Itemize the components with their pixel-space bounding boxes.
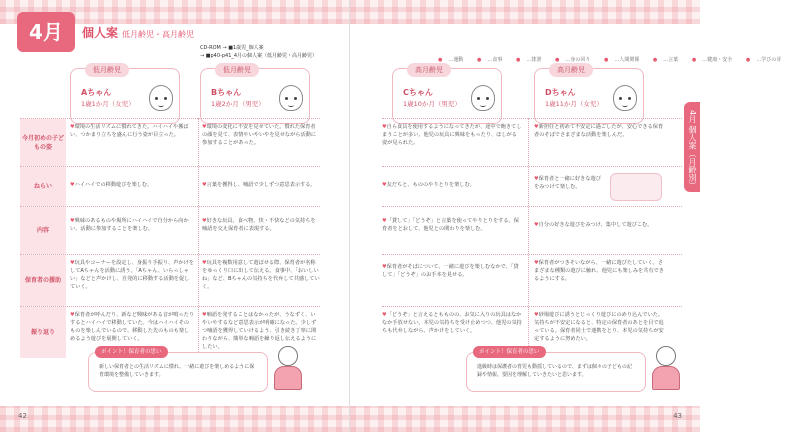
child-group-badge: 高月齢児 (407, 63, 451, 77)
left-page (0, 0, 350, 432)
cell-d: ♥新担任と初めて不安定に過ごしたが、安心できる保育者のそばでさまざまな活動を楽しんだ。 (534, 124, 664, 138)
row-label: 振り返り (20, 307, 66, 358)
child-name: Dちゃん (545, 88, 576, 97)
caregiver-illustration (650, 346, 682, 392)
point-text: 進級時は保護者の育児も動揺しているので、まずは個々の子どもの記録や情報、要因を理解していきたいと思います。 (477, 364, 632, 378)
cell-c: ♥「貸して」「どうぞ」と言葉を使ってやりとりをする。保育者をとおして、他児との関わりを楽しむ。 (382, 218, 519, 232)
cell-d: ♥自分の好きな遊びをみつけ、集中して遊びこむ。 (534, 222, 653, 228)
side-index-tab: 4月 個人案（月齢別） (684, 102, 700, 192)
cell-a: ♥環境の生活リズムに慣れてきた。ハイハイや搬ばい、つかまり立ちを盛んに行う姿が目立った。 (70, 124, 189, 138)
plaid-border-top (350, 0, 700, 24)
cell-c: ♥友だちと、もののやりとりを楽しむ。 (382, 182, 475, 188)
child-card-c (392, 68, 502, 124)
category-legend (438, 56, 793, 63)
page-number: 42 (18, 412, 27, 420)
child-card-b (200, 68, 310, 124)
legend-item: ● …食事 (476, 57, 503, 63)
point-heading: ポイント！保育者の思い (95, 346, 168, 358)
child-card-d (534, 68, 644, 124)
child-face-icon (613, 85, 637, 111)
cell-c: ♥自ら食具を使用するようになってきたが、途中で飽きてしまうことが多い。他児の玩具に興味をもったり、ほしがる姿が見られた。 (382, 124, 522, 146)
cell-b: ♥喃語を発することはなかったが、うなずく、いやいやするなど意思表示が明確になった。少しずつ喃語を獲得していけるよう、引き続き丁寧に関わりながら、簡単な喃語を繰り返し伝えるようにしたい。 (202, 312, 317, 350)
legend-item: ● …身の回り (554, 57, 591, 63)
cell-c: ♥保育者がそばについて、一緒に遊びを楽しむなかで、「貸して」「どうぞ」のお手本を見せる。 (382, 264, 519, 278)
legend-item: ● …言葉 (652, 57, 679, 63)
child-face-icon (471, 85, 495, 111)
row-label: 今月初めの子どもの姿 (20, 119, 66, 166)
child-face-icon (279, 85, 303, 111)
play-illustration (610, 173, 662, 201)
month-badge: 4月 (17, 12, 75, 52)
cell-c: ♥「どうぞ」と言えるともものの、お気に入りの玩具はなかなか手放せない。本児の気持ちを受け止めつつ、他児の気持ちも代弁しながら、声かけをしていく。 (382, 312, 522, 334)
cell-a: ♥興味のあるものや場所にハイハイで自分から向かい、活動に参加することを楽しむ。 (70, 218, 189, 232)
caregiver-illustration (272, 346, 304, 392)
table-row (382, 166, 682, 206)
cell-a: ♥ハイハイでの移動遊びを楽しむ。 (70, 182, 153, 188)
plan-table-left (20, 118, 320, 358)
table-row (20, 206, 320, 254)
child-age: 1歳2か月（男児） (211, 100, 265, 108)
child-group-badge: 高月齢児 (549, 63, 593, 77)
row-label: ねらい (20, 167, 66, 206)
child-face-icon (149, 85, 173, 111)
page-number: 43 (673, 412, 682, 420)
legend-item: ● …人間関係 (603, 57, 640, 63)
table-row (382, 118, 682, 166)
cell-d: ♥保育者と一緒に好きな遊びをみつけて楽しむ。 (534, 176, 601, 190)
cell-a: ♥保育者が呼んだり、新など興味がある音が鳴ったりするとハイハイで移動していた。今はハイハイそのものを楽しんでいるので、移動した先のものも楽しめるよう遊びを展開していく。 (70, 312, 194, 342)
child-group-badge: 低月齢児 (215, 63, 259, 77)
title-text: 個人案 (82, 26, 119, 40)
cell-a: ♥玩具やコーナーを設定し、身振り手振り、声かけをしてAちゃんを活動に誘う。「Aちゃん、いらっしゃい」などと声かけし、自発的に移動する活動を促していく。 (70, 260, 194, 290)
right-page (350, 0, 782, 432)
title-subtitle: 低月齢児・高月齢児 (122, 30, 195, 39)
cell-b: ♥好きな玩具、食べ物、快・不快などの気持ちを喃語を交え保育者に表現する。 (202, 218, 316, 232)
point-box (466, 349, 646, 392)
cell-b: ♥玩具を複数用意して遊ばせる際、保育者が名称をゆっくり口に出して伝える。食事中、「おいしいね」など、Bちゃんの気持ちを代弁して共感していく。 (202, 260, 320, 290)
row-label: 保育者の援助 (20, 255, 66, 306)
child-name: Aちゃん (81, 88, 112, 97)
cd-rom-note (200, 44, 317, 60)
point-box (88, 349, 268, 392)
plaid-border-bottom (350, 406, 700, 432)
legend-item: ● …学びの芽 (745, 57, 782, 63)
child-group-badge: 低月齢児 (85, 63, 129, 77)
cell-d: ♥保育者がつきそいながら、一緒に遊びたしていく。さまざまな種類の遊びに触れ、他児にも楽しみを共有できるようにする。 (534, 260, 664, 282)
child-name: Bちゃん (211, 88, 242, 97)
child-age: 1歳1か月（女児） (81, 100, 135, 108)
cell-d: ♥砂場遊びに誘うとじっくり遊びにのめり込んでいた。気持ちが不安定になると、特定の保育者のあとを目で追っている。保育者同士で連携をとり、本児の気持ちが安定するように努めたい。 (534, 312, 664, 342)
point-text: 新しい保育者との生活リズムに慣れ、一緒に遊びを楽しめるように保育環境を整備していきます。 (99, 364, 255, 378)
table-row (20, 118, 320, 166)
plan-table-right (382, 118, 682, 358)
child-age: 1歳10か月（男児） (403, 100, 461, 108)
legend-item: ● …排泄 (515, 57, 542, 63)
legend-item: ● …健康・安全 (691, 57, 733, 63)
legend-item: ● …運動 (438, 57, 464, 63)
child-name: Cちゃん (403, 88, 433, 97)
cd-note-line-2: → ■p40-p41_4月の個人案（低月齢児・高月齢児） (200, 53, 318, 59)
cd-note-line-1: CD-ROM → ■1歳児_個人案 (200, 45, 264, 51)
page-title (82, 24, 194, 41)
table-row (382, 254, 682, 306)
cell-b: ♥言葉を獲得し、喃語で少しずつ意思表示する。 (202, 182, 316, 188)
point-heading: ポイント！保育者の思い (473, 346, 546, 358)
child-card-a (70, 68, 180, 124)
plaid-border-bottom (0, 406, 349, 432)
table-row (382, 206, 682, 254)
table-row (20, 254, 320, 306)
cell-b: ♥環境の変化に不安を見せていた。慣れた保育者の顔を見て、表情やいやいやを見せながら活動に参加することがあった。 (202, 124, 317, 146)
child-age: 1歳11か月（女児） (545, 100, 603, 108)
row-label: 内容 (20, 207, 66, 254)
table-row (20, 166, 320, 206)
